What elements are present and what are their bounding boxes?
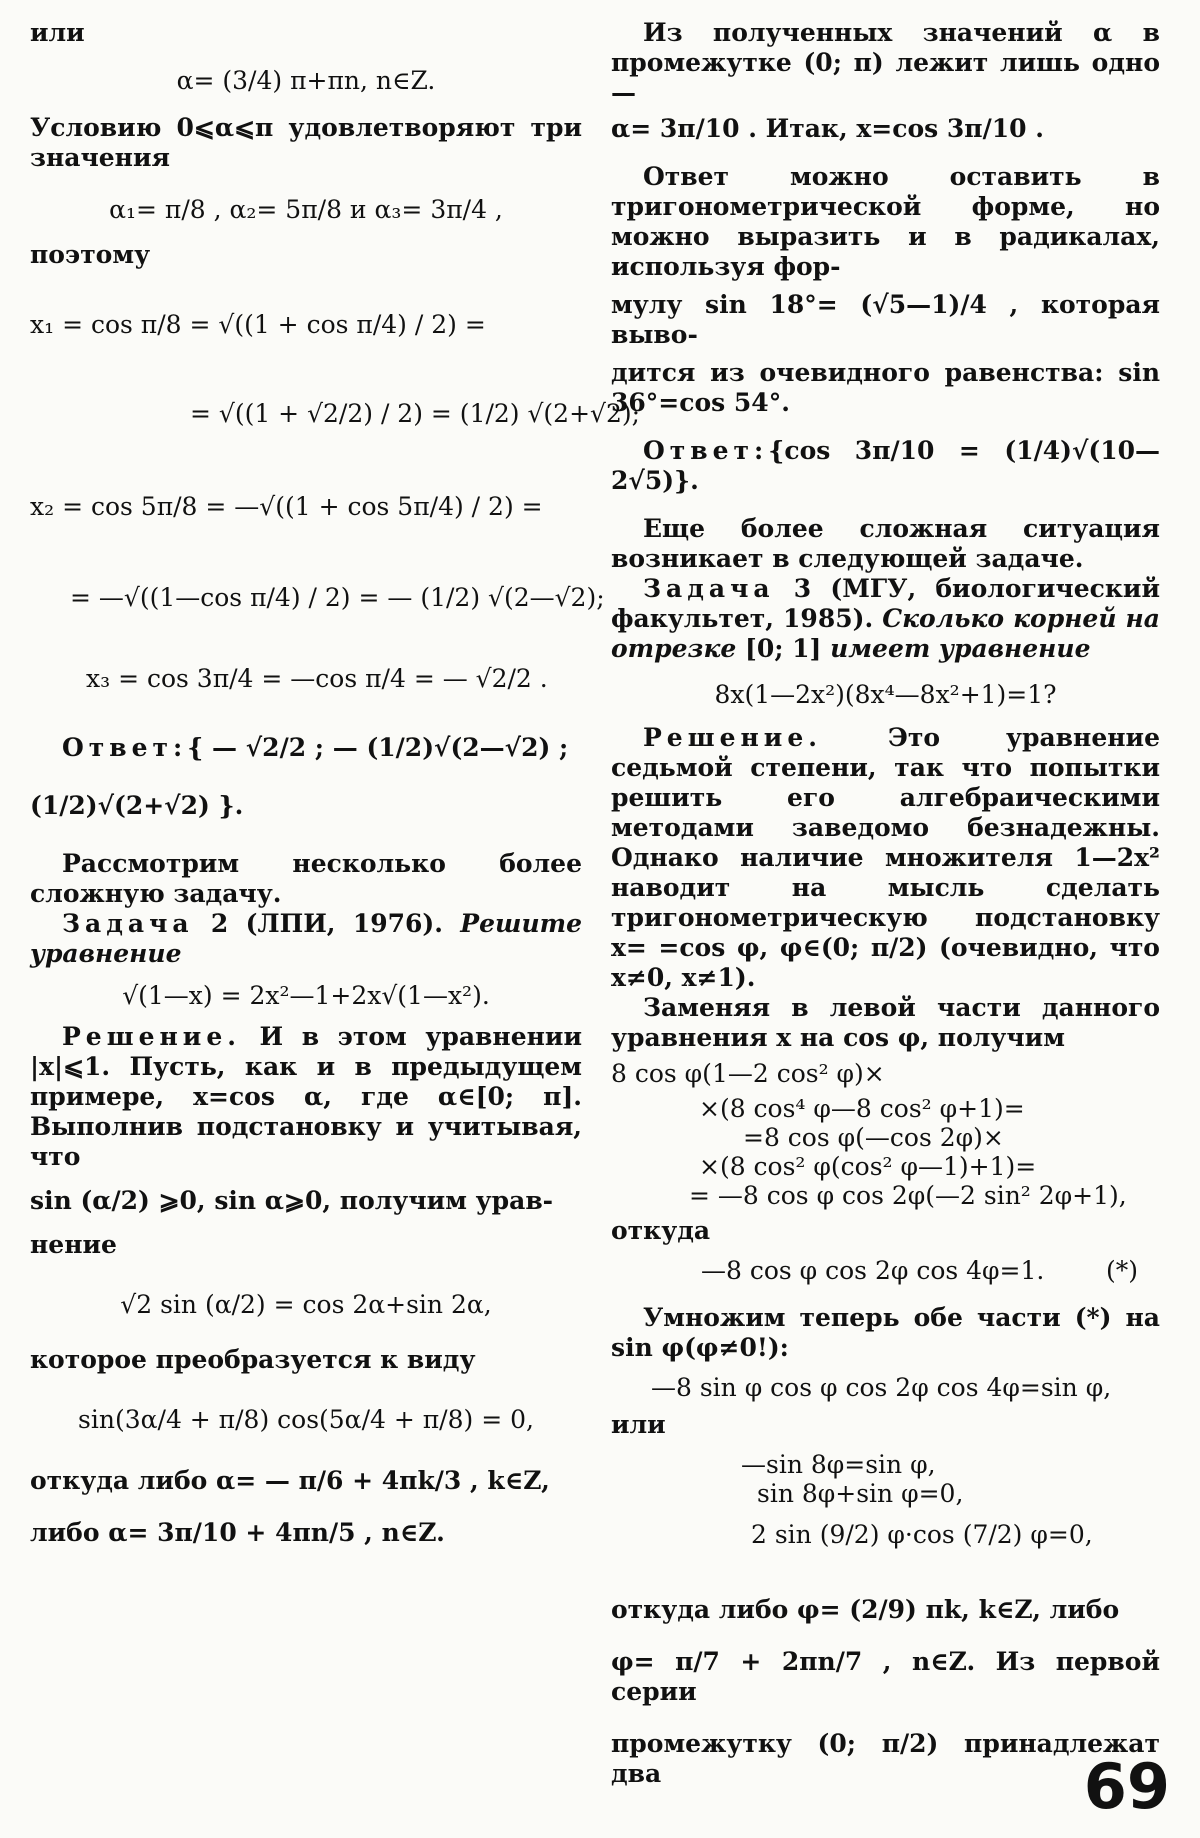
solution3-paragraph xyxy=(611,723,1160,993)
equation-chain-3: =8 cos φ(—cos 2φ)× xyxy=(743,1123,1004,1152)
task3-text-2: имеет уравнение xyxy=(830,634,1091,663)
task2-heading xyxy=(30,909,582,969)
equation-task3: 8x(1—2x²)(8x⁴—8x²+1)=1? xyxy=(714,680,1057,709)
answer-label-2: Ответ: xyxy=(643,436,769,465)
answer-value-2: {cos 3π/10 = (1/4)√(10—2√5)}. xyxy=(611,436,1160,495)
text-transform: которое преобразуется к виду xyxy=(30,1345,476,1374)
left-column xyxy=(30,18,641,1548)
text-consider: Рассмотрим несколько более сложную задачу. xyxy=(30,849,582,908)
text-answer-trig: Ответ можно оставить в тригонометрической форме, но можно выразить и в радикалах, используя фор- xyxy=(611,162,1160,281)
text-otkuda: откуда xyxy=(611,1216,711,1245)
text-poetomu: поэтому xyxy=(30,240,151,269)
equation-star-body: —8 cos φ cos 2φ cos 4φ=1. xyxy=(701,1256,1045,1285)
equation-task2: √(1—x) = 2x²—1+2x√(1—x²). xyxy=(122,981,490,1010)
equation-chain-4: ×(8 cos² φ(cos² φ—1)+1)= xyxy=(699,1152,1037,1181)
equation-chain-5: = —8 cos φ cos 2φ(—2 sin² 2φ+1), xyxy=(689,1181,1127,1210)
text-ili-right: или xyxy=(611,1410,666,1439)
equation-chain-1: 8 cos φ(1—2 cos² φ)× xyxy=(611,1059,885,1088)
text-replace: Заменяя в левой части данного уравнения x на cos φ, получим xyxy=(611,993,1160,1052)
task2-text: Решите уравнение xyxy=(30,909,582,968)
answer-block-2 xyxy=(611,436,1160,496)
task3-text: Сколько корней на отрезке xyxy=(611,604,1160,663)
text-answer-trig-2: мулу sin 18°= (√5—1)/4 , которая выво- xyxy=(611,290,1160,349)
equation-s1: —sin 8φ=sin φ, xyxy=(741,1450,936,1479)
text-answer-trig-3: дится из очевидного равенства: sin 36°=cos 54°. xyxy=(611,358,1160,417)
text-either-1: откуда либо α= — π/6 + 4πk/3 , k∈Z, xyxy=(30,1466,550,1495)
equation-s3: 2 sin (9/2) φ·cos (7/2) φ=0, xyxy=(751,1520,1093,1549)
right-column xyxy=(611,18,1160,1789)
solution2-text: И в этом уравнении |x|⩽1. Пусть, как и в предыдущем примере, x=cos α, где α∈[0; π]. Выполнив подстановку и учитывая, что xyxy=(30,1022,582,1171)
equation-sqrt2: √2 sin (α/2) = cos 2α+sin 2α, xyxy=(120,1290,492,1319)
text-either-right-1: откуда либо φ= (2/9) πk, k∈Z, либо xyxy=(611,1595,1120,1624)
equation-x2-line2: = —√((1—cos π/4) / 2) = — (1/2) √(2—√2); xyxy=(70,583,605,612)
equation-star-tag: (*) xyxy=(1105,1256,1138,1285)
answer-value: { — √2/2 ; — (1/2)√(2—√2) ; xyxy=(187,733,569,762)
answer-label: Ответ: xyxy=(62,733,188,762)
text-itak: α= 3π/10 . Итак, x=cos 3π/10 . xyxy=(611,114,1044,143)
solution3-text: Это уравнение седьмой степени, так что попытки решить его алгебраическими методами заведомо безнадежны. Однако наличие множителя 1—2x² наводит на мысль сделать тригонометрическую подстановку x= =cos φ, φ∈(0; π/2) (очевидно, что x≠0, x≠1). xyxy=(611,723,1160,992)
equation-x1-line1: x₁ = cos π/8 = √((1 + cos π/4) / 2) = xyxy=(30,310,486,339)
equation-x2-line1: x₂ = cos 5π/8 = —√((1 + cos 5π/4) / 2) = xyxy=(30,492,543,521)
solution2-cont: sin (α/2) ⩾0, sin α⩾0, получим урав- xyxy=(30,1186,554,1215)
task3-interval: [0; 1] xyxy=(736,634,831,663)
equation-x3: x₃ = cos 3π/4 = —cos π/4 = — √2/2 . xyxy=(86,664,548,693)
task3-heading xyxy=(611,574,1160,664)
text-either-right-2: φ= π/7 + 2πn/7 , n∈Z. Из первой серии xyxy=(611,1647,1160,1706)
answer-block-1 xyxy=(30,733,582,821)
equation-product: sin(3α/4 + π/8) cos(5α/4 + π/8) = 0, xyxy=(78,1405,534,1434)
text-ili: или xyxy=(30,18,85,47)
task3-label: Задача xyxy=(643,574,775,603)
equation-alpha: α= (3/4) π+πn, n∈Z. xyxy=(176,66,436,95)
text-from-values: Из полученных значений α в промежутке (0; π) лежит лишь одно — xyxy=(611,18,1160,107)
page-number: 69 xyxy=(1083,1750,1170,1823)
solution2-paragraph xyxy=(30,1022,582,1172)
task3-source: 3 (МГУ, биологический факультет, 1985). xyxy=(611,574,1160,633)
text-condition: Условию 0⩽α⩽π удовлетворяют три значения xyxy=(30,113,582,172)
task2-label: Задача xyxy=(62,909,194,938)
solution3-label: Решение. xyxy=(643,723,822,752)
equation-chain-2: ×(8 cos⁴ φ—8 cos² φ+1)= xyxy=(699,1094,1025,1123)
equation-star xyxy=(701,1256,1160,1285)
text-harder: Еще более сложная ситуация возникает в следующей задаче. xyxy=(611,514,1160,573)
text-either-2: либо α= 3π/10 + 4πn/5 , n∈Z. xyxy=(30,1518,445,1547)
answer-value-cont: (1/2)√(2+√2) }. xyxy=(30,791,244,820)
equation-s2: sin 8φ+sin φ=0, xyxy=(757,1479,964,1508)
task2-source: 2 (ЛПИ, 1976). xyxy=(193,909,461,938)
text-multiply: Умножим теперь обе части (*) на sin φ(φ≠0!): xyxy=(611,1303,1160,1362)
equation-alpha-values: α₁= π/8 , α₂= 5π/8 и α₃= 3π/4 , xyxy=(109,195,503,224)
equation-sin: —8 sin φ cos φ cos 2φ cos 4φ=sin φ, xyxy=(651,1373,1112,1402)
text-either-right-3: промежутку (0; π/2) принадлежат два xyxy=(611,1729,1160,1788)
equation-x1-line2: = √((1 + √2/2) / 2) = (1/2) √(2+√2); xyxy=(190,399,641,428)
solution2-label: Решение. xyxy=(62,1022,241,1051)
solution2-cont2: нение xyxy=(30,1230,117,1259)
